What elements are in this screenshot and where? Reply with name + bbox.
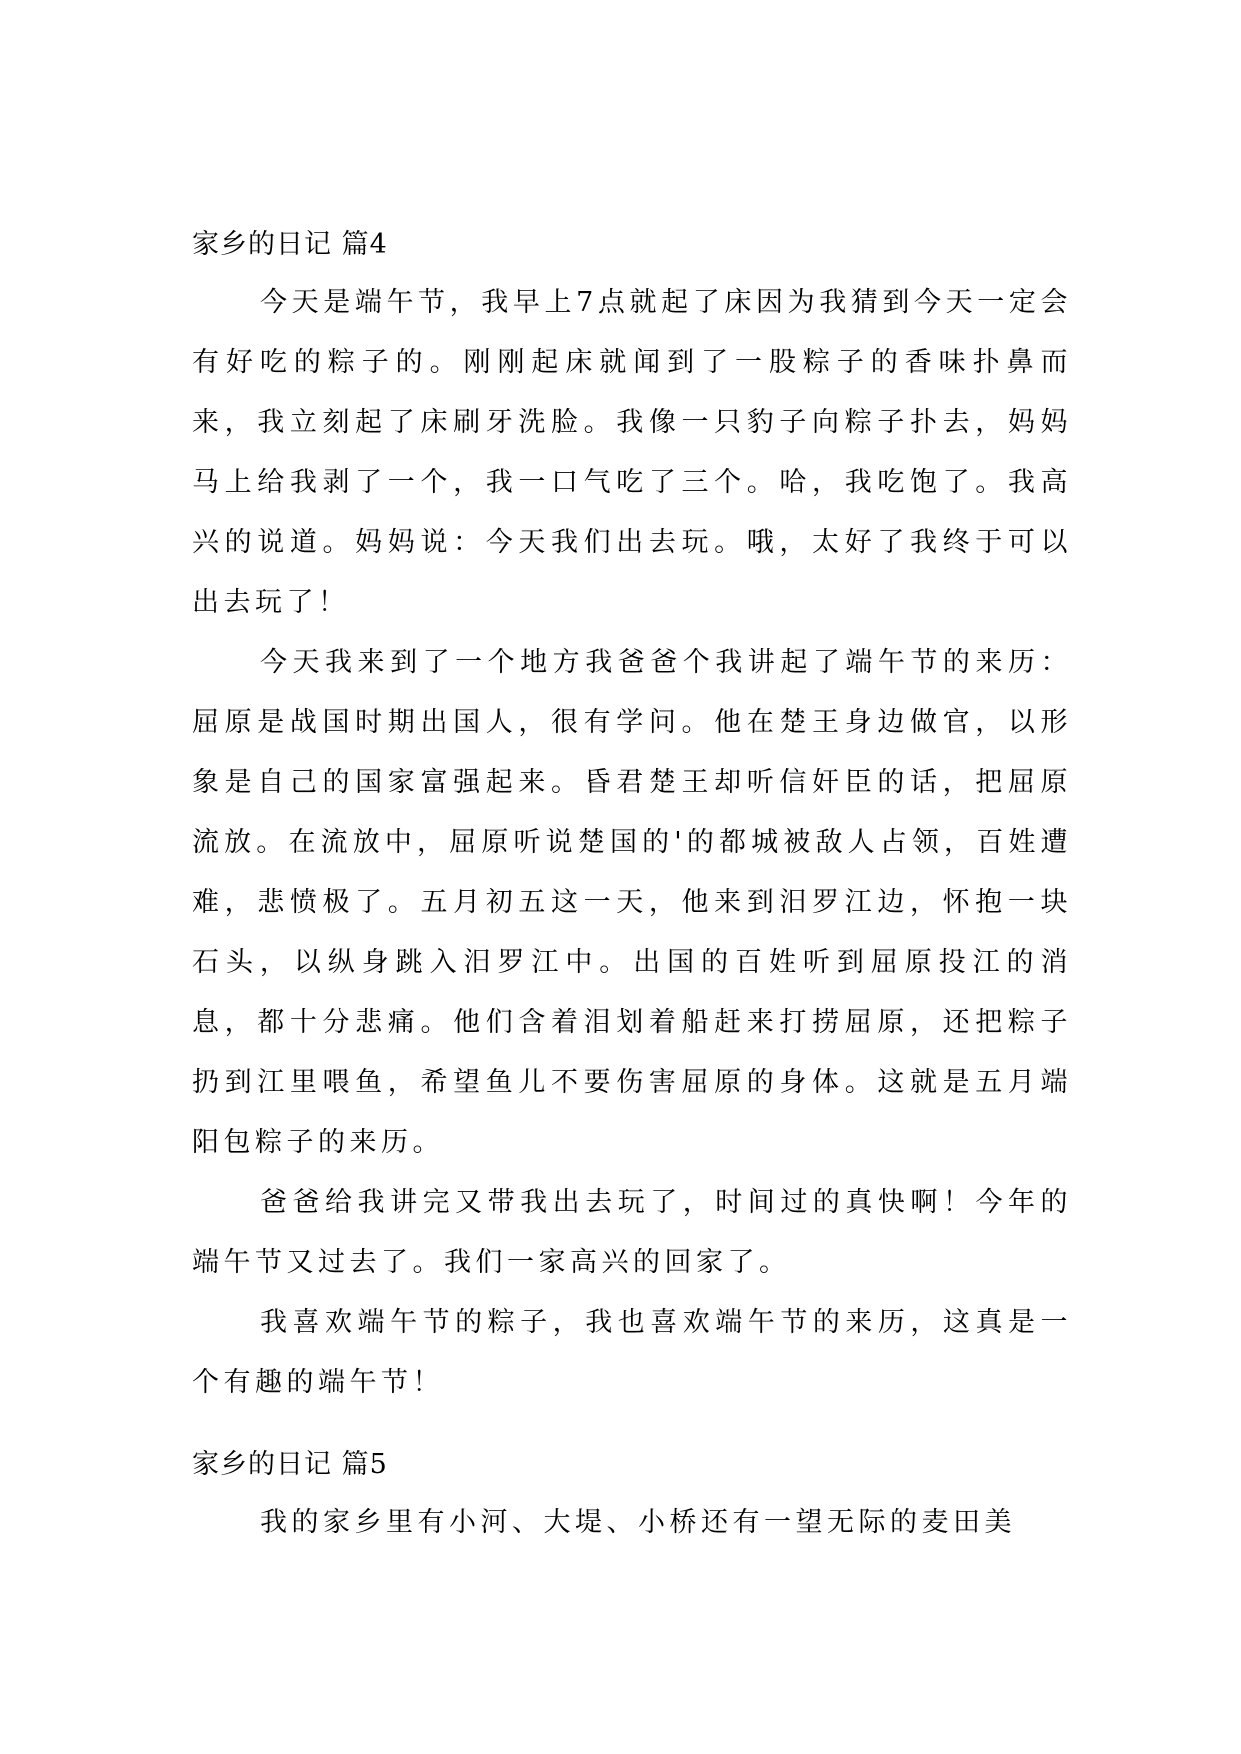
paragraph: 今天我来到了一个地方我爸爸个我讲起了端午节的来历：屈原是战国时期出国人，很有学问。他在楚王身边做官，以形象是自己的国家富强起来。昏君楚王却听信奸臣的话，把屈原流放。在流放中，屈原听说楚国的'的都城被敌人占领，百姓遭难，悲愤极了。五月初五这一天，他来到汨罗江边，怀抱一块石头，以纵身跳入汨罗江中。出国的百姓听到屈原投江的消息，都十分悲痛。他们含着泪划着船赶来打捞屈原，还把粽子扔到江里喂鱼，希望鱼儿不要伤害屈原的身体。这就是五月端阳包粽子的来历。 — [192, 647, 1072, 1158]
diary-section-4 — [192, 217, 1072, 1413]
paragraph: 我的家乡里有小河、大堤、小桥还有一望无际的麦田美 — [260, 1507, 1016, 1538]
paragraph: 爸爸给我讲完又带我出去玩了，时间过的真快啊！今年的端午节又过去了。我们一家高兴的回家了。 — [192, 1187, 1072, 1278]
diary-section-5 — [192, 1437, 1072, 1553]
paragraph: 我喜欢端午节的粽子，我也喜欢端午节的来历，这真是一个有趣的端午节！ — [192, 1307, 1072, 1398]
section-heading: 家乡的日记 篇4 — [192, 229, 388, 260]
section-heading: 家乡的日记 篇5 — [192, 1449, 388, 1480]
paragraph: 今天是端午节，我早上7点就起了床因为我猜到今天一定会有好吃的粽子的。刚刚起床就闻到了一股粽子的香味扑鼻而来，我立刻起了床刷牙洗脸。我像一只豹子向粽子扑去，妈妈马上给我剥了一个，我一口气吃了三个。哈，我吃饱了。我高兴的说道。妈妈说：今天我们出去玩。哦，太好了我终于可以出去玩了！ — [192, 287, 1072, 618]
